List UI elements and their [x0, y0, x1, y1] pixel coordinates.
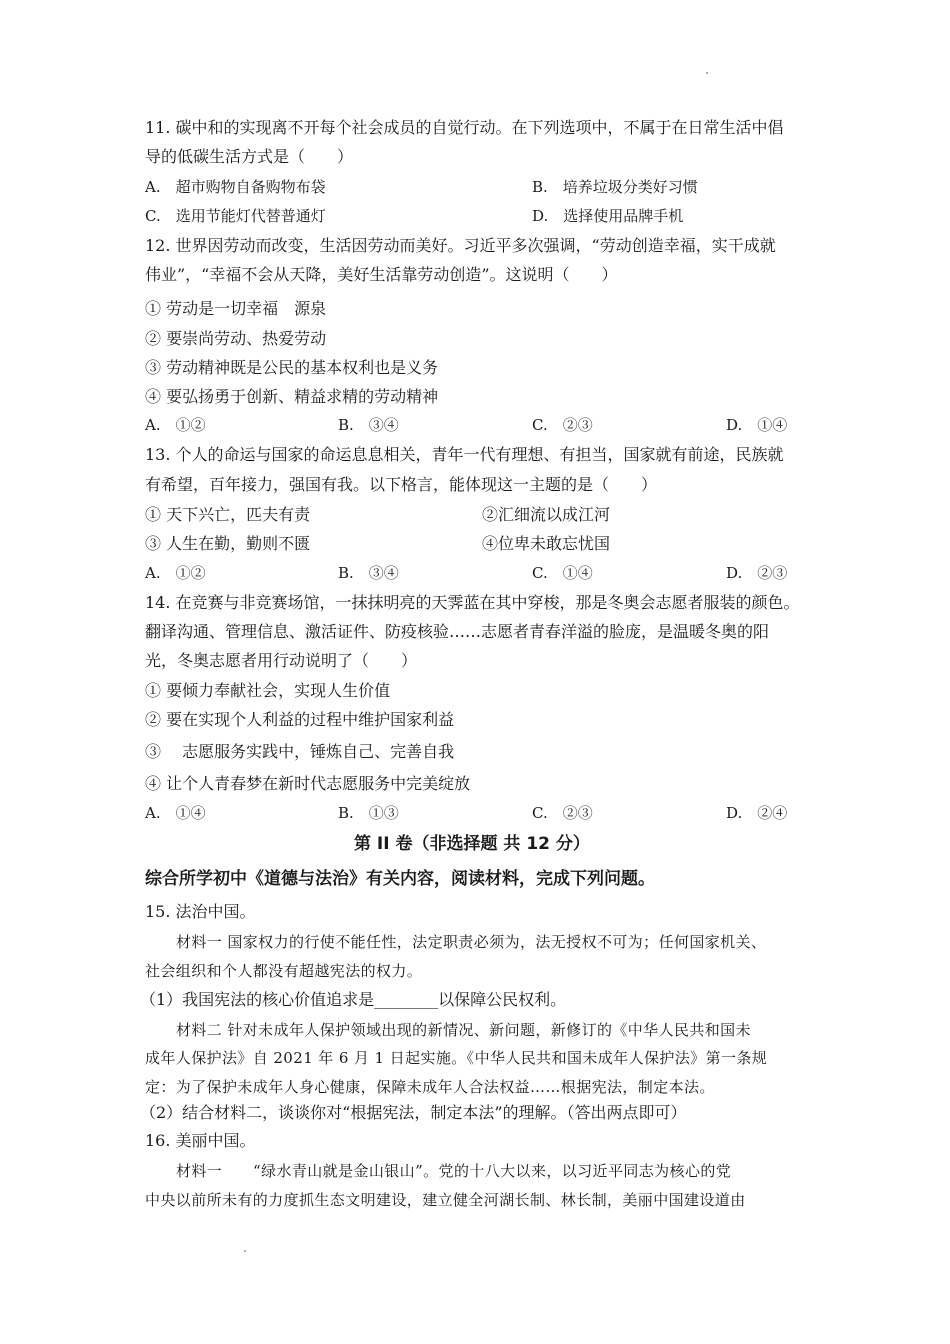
q13-stem-line1: 13. 个人的命运与国家的命运息息相关，青年一代有理想、有担当，国家就有前途，民族就	[145, 445, 784, 464]
q16-title: 16. 美丽中国。	[145, 1131, 256, 1150]
q14-statement-4: ④ 让个人青春梦在新时代志愿服务中完美绽放	[145, 774, 471, 793]
q15-title: 15. 法治中国。	[145, 902, 256, 921]
q12-statement-2: ② 要崇尚劳动、热爱劳动	[145, 329, 327, 348]
q14-statement-1: ① 要倾力奉献社会，实现人生价值	[145, 681, 391, 700]
q11-stem-line1: 11. 碳中和的实现离不开每个社会成员的自觉行动。在下列选项中，不属于在日常生活中倡	[145, 118, 784, 137]
q16-material1-line2: 中央以前所未有的力度抓生态文明建设，建立健全河湖长制、林长制，美丽中国建设道由	[145, 1191, 746, 1209]
q13-statement-2: ②汇细流以成江河	[482, 505, 611, 524]
scan-dot	[244, 1250, 246, 1252]
q14-option-b: B. ①③	[338, 804, 399, 822]
q11-stem-line2: 导的低碳生活方式是（ ）	[145, 147, 354, 166]
q11-option-a: A. 超市购物自备购物布袋	[145, 178, 326, 196]
q12-statement-3: ③ 劳动精神既是公民的基本权利也是义务	[145, 358, 439, 377]
q14-statement-3: ③ 志愿服务实践中，锤炼自己、完善自我	[145, 742, 455, 761]
q14-stem-line1: 14. 在竞赛与非竞赛场馆，一抹抹明亮的天霁蓝在其中穿梭，那是冬奥会志愿者服装的颜色。	[145, 593, 800, 612]
q14-statement-2: ② 要在实现个人利益的过程中维护国家利益	[145, 710, 455, 729]
q13-option-d: D. ②③	[726, 564, 788, 582]
q14-option-a: A. ①④	[145, 804, 206, 822]
q12-stem-line2: 伟业”，“幸福不会从天降，美好生活靠劳动创造”。这说明（ ）	[145, 265, 618, 284]
q16-material1-line1: 材料一 “绿水青山就是金山银山”。党的十八大以来，以习近平同志为核心的党	[176, 1162, 732, 1180]
q11-option-d: D. 选择使用品牌手机	[532, 207, 684, 225]
q13-statement-4: ④位卑未敢忘忧国	[482, 534, 611, 553]
q13-stem-line2: 有希望，百年接力，强国有我。以下格言，能体现这一主题的是（ ）	[145, 475, 658, 494]
q14-stem-line2: 翻译沟通、管理信息、激活证件、防疫核验……志愿者青春洋溢的脸庞，是温暖冬奥的阳	[145, 622, 770, 641]
q15-subquestion-1: （1）我国宪法的核心价值追求是________以保障公民权利。	[140, 990, 567, 1009]
q14-stem-line3: 光，冬奥志愿者用行动说明了（ ）	[145, 651, 418, 670]
q15-material2-line1: 材料二 针对未成年人保护领域出现的新情况、新问题，新修订的《中华人民共和国未	[176, 1021, 751, 1039]
q15-material1-line2: 社会组织和个人都没有超越宪法的权力。	[145, 962, 423, 980]
q15-material2-line2: 成年人保护法》自 2021 年 6 月 1 日起实施。《中华人民共和国未成年人保护法》第一条规	[145, 1049, 768, 1067]
q11-option-c: C. 选用节能灯代替普通灯	[145, 207, 326, 225]
q13-option-a: A. ①②	[145, 564, 206, 582]
q12-option-c: C. ②③	[532, 416, 593, 434]
q13-option-b: B. ③④	[338, 564, 399, 582]
q14-option-c: C. ②③	[532, 804, 593, 822]
scan-dot	[706, 72, 708, 74]
q14-option-d: D. ②④	[726, 804, 788, 822]
q12-stem-line1: 12. 世界因劳动而改变，生活因劳动而美好。习近平多次强调，“劳动创造幸福，实干成就	[145, 236, 776, 255]
q12-option-a: A. ①②	[145, 416, 206, 434]
q15-material1-line1: 材料一 国家权力的行使不能任性，法定职责必须为，法无授权不可为；任何国家机关、	[176, 933, 767, 951]
q13-statement-3: ③ 人生在勤，勤则不匮	[145, 534, 311, 553]
q12-option-b: B. ③④	[338, 416, 399, 434]
q15-material2-line3: 定：为了保护未成年人身心健康，保障未成年人合法权益……根据宪法，制定本法。	[145, 1078, 715, 1096]
section-instruction: 综合所学初中《道德与法治》有关内容，阅读材料，完成下列问题。	[145, 869, 655, 889]
q12-statement-1: ① 劳动是一切幸福 源泉	[145, 299, 327, 318]
q12-statement-4: ④ 要弘扬勇于创新、精益求精的劳动精神	[145, 387, 439, 406]
section-title: 第 II 卷（非选择题 共 12 分）	[354, 834, 590, 854]
q13-option-c: C. ①④	[532, 564, 593, 582]
q13-statement-1: ① 天下兴亡，匹夫有责	[145, 505, 311, 524]
q12-option-d: D. ①④	[726, 416, 788, 434]
q11-option-b: B. 培养垃圾分类好习惯	[532, 178, 698, 196]
q15-subquestion-2: （2）结合材料二，谈谈你对“根据宪法，制定本法”的理解。（答出两点即可）	[140, 1103, 687, 1122]
